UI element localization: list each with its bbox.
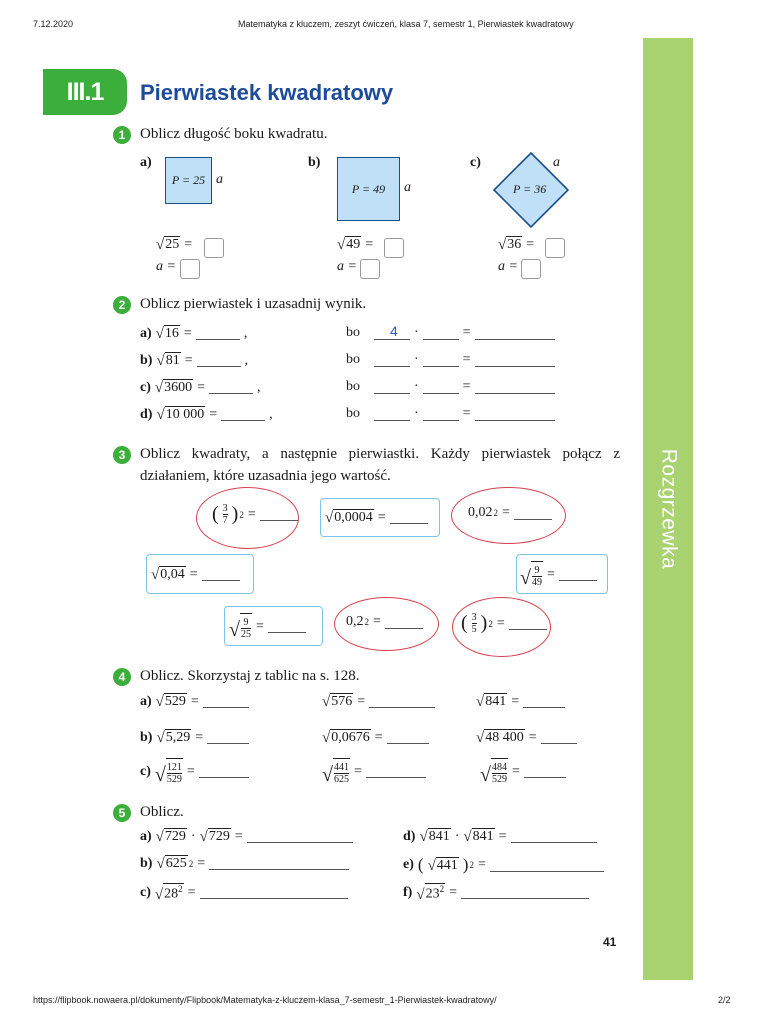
exercise-number: 1: [113, 126, 131, 144]
calc-row: b) √ 625 2 =: [140, 855, 349, 872]
item-label: c): [470, 155, 481, 170]
calc-row: c) √ $28^2$ =: [140, 883, 348, 903]
exercise-number: 4: [113, 668, 131, 686]
justification-row: bo · =: [346, 379, 555, 395]
square-figure: P = 49: [337, 157, 400, 221]
handwritten-answer: 4: [390, 323, 398, 339]
answer-box[interactable]: [204, 238, 224, 258]
exercise-number: 3: [113, 446, 131, 464]
root-row: a) √ 16 = ,: [140, 325, 248, 342]
answer-box[interactable]: [360, 259, 380, 279]
square-expression: 0,02 2 =: [468, 505, 552, 521]
answer-box[interactable]: [545, 238, 565, 258]
root-equation: √ 36 =: [498, 236, 535, 253]
side-label: a: [404, 180, 411, 195]
root-equation: √ 25 =: [156, 236, 193, 253]
sidebar-label: Rozgrzewka: [657, 448, 681, 570]
exercise-instruction: Oblicz kwadraty, a następnie pierwiastki. Każdy pierwiastek połącz z działaniem, które uzasadnia jego wartość.: [140, 446, 620, 484]
answer-box[interactable]: [521, 259, 541, 279]
square-expression: ( $\frac{3}{5}$ ) 2 =: [461, 612, 547, 635]
table-cell: a) √ 529 =: [140, 693, 249, 710]
table-cell: √ 48 400 =: [476, 729, 577, 746]
justification-row: bo · =: [346, 406, 555, 422]
exercise-instruction: Oblicz pierwiastek i uzasadnij wynik.: [140, 296, 367, 312]
side-equation: a =: [337, 259, 357, 274]
root-expression: √ 0,04 =: [151, 566, 240, 583]
calc-row: d) √ 841 · √ 841 =: [403, 828, 597, 845]
exercise-number: 2: [113, 296, 131, 314]
square-area: P = 36: [513, 182, 547, 196]
table-cell: b) √ 5,29 =: [140, 729, 249, 746]
calc-row: f) √ $23^2$ =: [403, 883, 589, 903]
item-label: a): [140, 155, 152, 170]
answer-box[interactable]: [384, 238, 404, 258]
answer-box[interactable]: [180, 259, 200, 279]
square-expression: 0,2 2 =: [346, 614, 423, 630]
root-expression: √ $\frac{9}{49}$ =: [520, 561, 597, 588]
square-expression: ( $\frac{3}{7}$ ) 2 =: [212, 503, 298, 526]
page-number: 41: [603, 935, 617, 949]
table-cell: √ 0,0676 =: [322, 729, 429, 746]
root-row: d) √ 10 000 = ,: [140, 406, 273, 423]
justification-row: bo · =: [346, 325, 555, 341]
root-row: c) √ 3600 = ,: [140, 379, 261, 396]
root-expression: √ $\frac{9}{25}$ =: [229, 613, 306, 640]
root-equation: √ 49 =: [337, 236, 374, 253]
side-label: a: [216, 172, 223, 187]
root-row: b) √ 81 = ,: [140, 352, 249, 369]
square-figure: P = 25: [165, 157, 212, 204]
section-title: Pierwiastek kwadratowy: [140, 80, 394, 105]
exercise-number: 5: [113, 804, 131, 822]
table-cell: c) √ $\frac{121}{529}$ =: [140, 758, 249, 785]
justification-row: bo · =: [346, 352, 555, 368]
print-title: Matematyka z kluczem, zeszyt ćwiczeń, klasa 7, semestr 1, Pierwiastek kwadratowy: [238, 19, 574, 29]
section-code: III.1: [43, 69, 127, 115]
side-equation: a =: [156, 259, 176, 274]
calc-row: a) √ 729 · √ 729 =: [140, 828, 353, 845]
side-equation: a =: [498, 259, 518, 274]
footer-page-count: 2/2: [718, 995, 731, 1005]
print-date: 7.12.2020: [33, 19, 74, 29]
table-cell: √ 841 =: [476, 693, 565, 710]
table-cell: √ 576 =: [322, 693, 435, 710]
exercise-instruction: Oblicz.: [140, 804, 184, 820]
table-cell: √ $\frac{484}{529}$ =: [480, 758, 566, 785]
side-label: a: [553, 155, 560, 170]
calc-row: e) ( √ 441 ) 2 =: [403, 855, 604, 875]
table-cell: √ $\frac{441}{625}$ =: [322, 758, 426, 785]
exercise-instruction: Oblicz długość boku kwadratu.: [140, 126, 328, 142]
root-expression: √ 0,0004 =: [325, 509, 428, 526]
footer-url[interactable]: https://flipbook.nowaera.pl/dokumenty/Flipbook/Matematyka-z-kluczem-klasa_7-semestr_1-Pierwiastek-kwadratowy/: [33, 995, 497, 1005]
item-label: b): [308, 155, 321, 170]
exercise-instruction: Oblicz. Skorzystaj z tablic na s. 128.: [140, 668, 360, 684]
